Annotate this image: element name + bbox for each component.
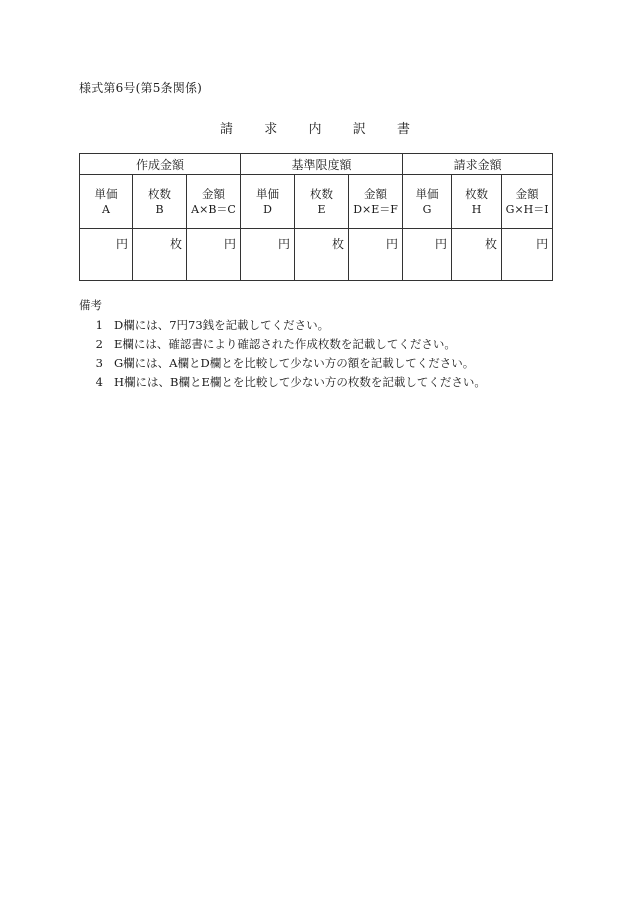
note-item [79,354,486,373]
column-header-e: 枚数 E [295,175,349,229]
entry-row [80,229,553,281]
title-char: 書 [396,122,410,137]
entry-cell-e[interactable]: 枚 [295,229,349,281]
entry-cell-i[interactable]: 円 [502,229,553,281]
column-header-f: 金額 D×E＝F [349,175,403,229]
column-header-c: 金額 A×B＝C [187,175,241,229]
note-item [79,316,486,335]
group-header-production-amount: 作成金額 [80,154,241,175]
notes-heading: 備考 [79,298,102,312]
entry-cell-h[interactable]: 枚 [452,229,502,281]
title-char: 請 [220,122,234,137]
column-header-g: 単価 G [403,175,452,229]
document-title [220,118,410,137]
note-text: D欄には、7円73銭を記載してください。 [114,318,330,332]
note-text: H欄には、B欄とE欄とを比較して少ない方の枚数を記載してください。 [114,375,486,389]
form-number-label: 様式第6号(第5条関係) [79,81,203,95]
title-char: 訳 [352,122,366,137]
note-text: E欄には、確認書により確認された作成枚数を記載してください。 [114,337,456,351]
title-char: 求 [264,122,278,137]
note-text: G欄には、A欄とD欄とを比較して少ない方の額を記載してください。 [114,356,475,370]
group-header-standard-limit: 基準限度額 [241,154,403,175]
entry-cell-d[interactable]: 円 [241,229,295,281]
note-item [79,373,486,392]
column-header-a: 単価 A [80,175,133,229]
column-header-row [80,175,553,229]
entry-cell-c[interactable]: 円 [187,229,241,281]
column-header-b: 枚数 B [133,175,187,229]
note-number: 4 [95,375,103,389]
entry-cell-g[interactable]: 円 [403,229,452,281]
note-item [79,335,486,354]
group-header-row [80,154,553,175]
note-number: 1 [95,318,103,332]
column-header-d: 単価 D [241,175,295,229]
entry-cell-f[interactable]: 円 [349,229,403,281]
entry-cell-a[interactable]: 円 [80,229,133,281]
column-header-h: 枚数 H [452,175,502,229]
column-header-i: 金額 G×H＝I [502,175,553,229]
notes-section [79,296,486,392]
title-char: 内 [308,122,322,137]
breakdown-table [79,153,553,281]
group-header-claim-amount: 請求金額 [403,154,553,175]
entry-cell-b[interactable]: 枚 [133,229,187,281]
note-number: 3 [95,356,103,370]
note-number: 2 [95,337,103,351]
